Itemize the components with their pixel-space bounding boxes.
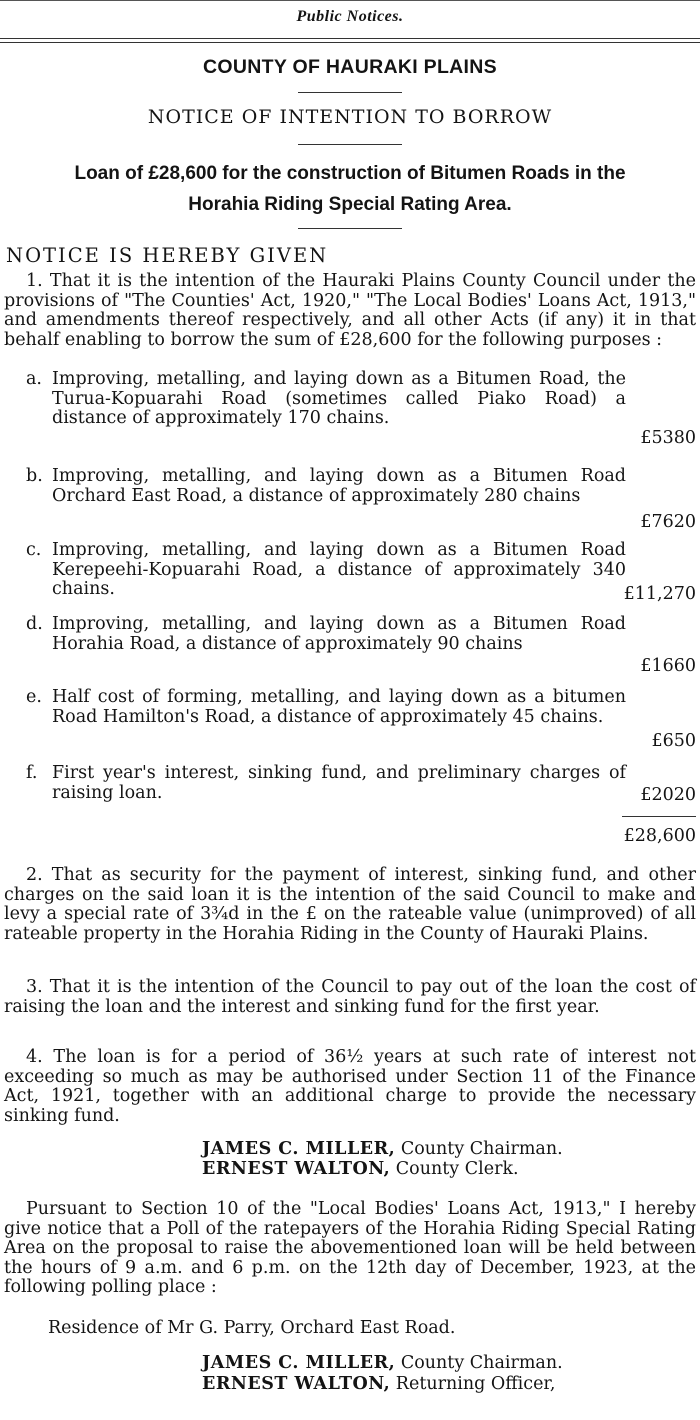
divider (298, 92, 402, 93)
signatory-role: County Chairman. (400, 1139, 563, 1159)
item-amount-e: £650 (651, 731, 696, 751)
county-title: COUNTY OF HAURAKI PLAINS (203, 56, 497, 78)
notice-hereby-given: NOTICE IS HEREBY GIVEN (6, 244, 329, 267)
item-letter: e. (26, 687, 42, 707)
signatory-name: ERNEST WALTON, (202, 1159, 391, 1179)
item-text: First year's interest, sinking fund, and preliminary charges of raising loan. (52, 763, 626, 803)
top-rule (0, 0, 700, 1)
paragraph-1: 1. That it is the intention of the Hauraki Plains County Council under the provisions of "The Counties' Act, 1920," "The Local Bodies' Loans Act, 1913," and amendments thereof respectively, and all other Acts (if any) it in that behalf enabling to borrow the sum of £28,600 for the following purposes : (4, 271, 696, 350)
item-letter: a. (26, 369, 42, 389)
item-letter: b. (26, 466, 43, 486)
item-letter: f. (26, 763, 38, 783)
divider (298, 144, 402, 145)
signature-clerk (202, 1160, 519, 1180)
poll-paragraph: Pursuant to Section 10 of the "Local Bodies' Loans Act, 1913," I hereby give notice that a Poll of the ratepayers of the Horahia Riding Special Rating Area on the proposal to raise the abovementioned loan will be held between the hours of 9 a.m. and 6 p.m. on the 12th day of December, 1923, at the following polling place : (4, 1199, 696, 1297)
item-text: Improving, metalling, and laying down as a Bitumen Road Kerepeehi-Kopuarahi Road, a distance of approximately 340 chains. (52, 540, 626, 599)
signature-chairman (202, 1140, 563, 1160)
item-amount-c: £11,270 (623, 584, 696, 604)
purpose-item-c (26, 541, 626, 600)
item-amount-a: £5380 (640, 428, 696, 448)
signature-chairman-2 (202, 1354, 563, 1374)
total-rule (622, 816, 696, 817)
item-amount-b: £7620 (640, 512, 696, 532)
polling-place: Residence of Mr G. Parry, Orchard East Road. (48, 1318, 456, 1338)
item-amount-d: £1660 (640, 656, 696, 676)
item-letter: c. (26, 540, 42, 560)
purpose-item-f (26, 764, 626, 803)
signatory-role: Returning Officer, (395, 1374, 556, 1394)
signatory-name: JAMES C. MILLER, (202, 1353, 396, 1373)
divider (298, 228, 402, 229)
item-amount-f: £2020 (640, 785, 696, 805)
signatory-role: County Clerk. (395, 1159, 519, 1179)
signature-returning-officer (202, 1375, 555, 1395)
item-text: Half cost of forming, metalling, and laying down as a bitumen Road Hamilton's Road, a distance of approximately 45 chains. (52, 687, 626, 727)
item-text: Improving, metalling, and laying down as a Bitumen Road Horahia Road, a distance of approximately 90 chains (52, 614, 626, 654)
purpose-item-d (26, 615, 626, 654)
paragraph-2: 2. That as security for the payment of interest, sinking fund, and other charges on the said loan it is the intention of the said Council to make and levy a special rate of 3¾d in the £ on the rateable value (unimproved) of all rateable property in the Horahia Riding in the County of Hauraki Plains. (4, 865, 696, 944)
signatory-name: JAMES C. MILLER, (202, 1139, 396, 1159)
item-text: Improving, metalling, and laying down as a Bitumen Road, the Turua-Kopuarahi Road (sometimes called Piako Road) a distance of approximately 170 chains. (52, 369, 626, 428)
header-double-rule (0, 38, 700, 43)
purpose-item-b (26, 467, 626, 506)
loan-heading-line-2: Horahia Riding Special Rating Area. (188, 194, 512, 215)
purpose-item-e (26, 688, 626, 727)
total-amount: £28,600 (623, 826, 696, 846)
paragraph-4: 4. The loan is for a period of 36½ years at such rate of interest not exceeding so much as may be authorised under Section 11 of the Finance Act, 1921, together with an additional charge to provide the necessary sinking fund. (4, 1047, 696, 1126)
loan-heading-line-1: Loan of £28,600 for the construction of Bitumen Roads in the (74, 163, 626, 184)
item-letter: d. (26, 614, 43, 634)
notice-title: NOTICE OF INTENTION TO BORROW (147, 106, 553, 128)
signatory-name: ERNEST WALTON, (202, 1374, 391, 1394)
paragraph-3: 3. That it is the intention of the Council to pay out of the loan the cost of raising the loan and the interest and sinking fund for the first year. (4, 977, 696, 1017)
column-header: Public Notices. (296, 8, 404, 25)
purpose-item-a (26, 370, 626, 429)
loan-heading (6, 158, 694, 220)
signatory-role: County Chairman. (400, 1353, 563, 1373)
item-text: Improving, metalling, and laying down as a Bitumen Road Orchard East Road, a distance of approximately 280 chains (52, 466, 626, 506)
